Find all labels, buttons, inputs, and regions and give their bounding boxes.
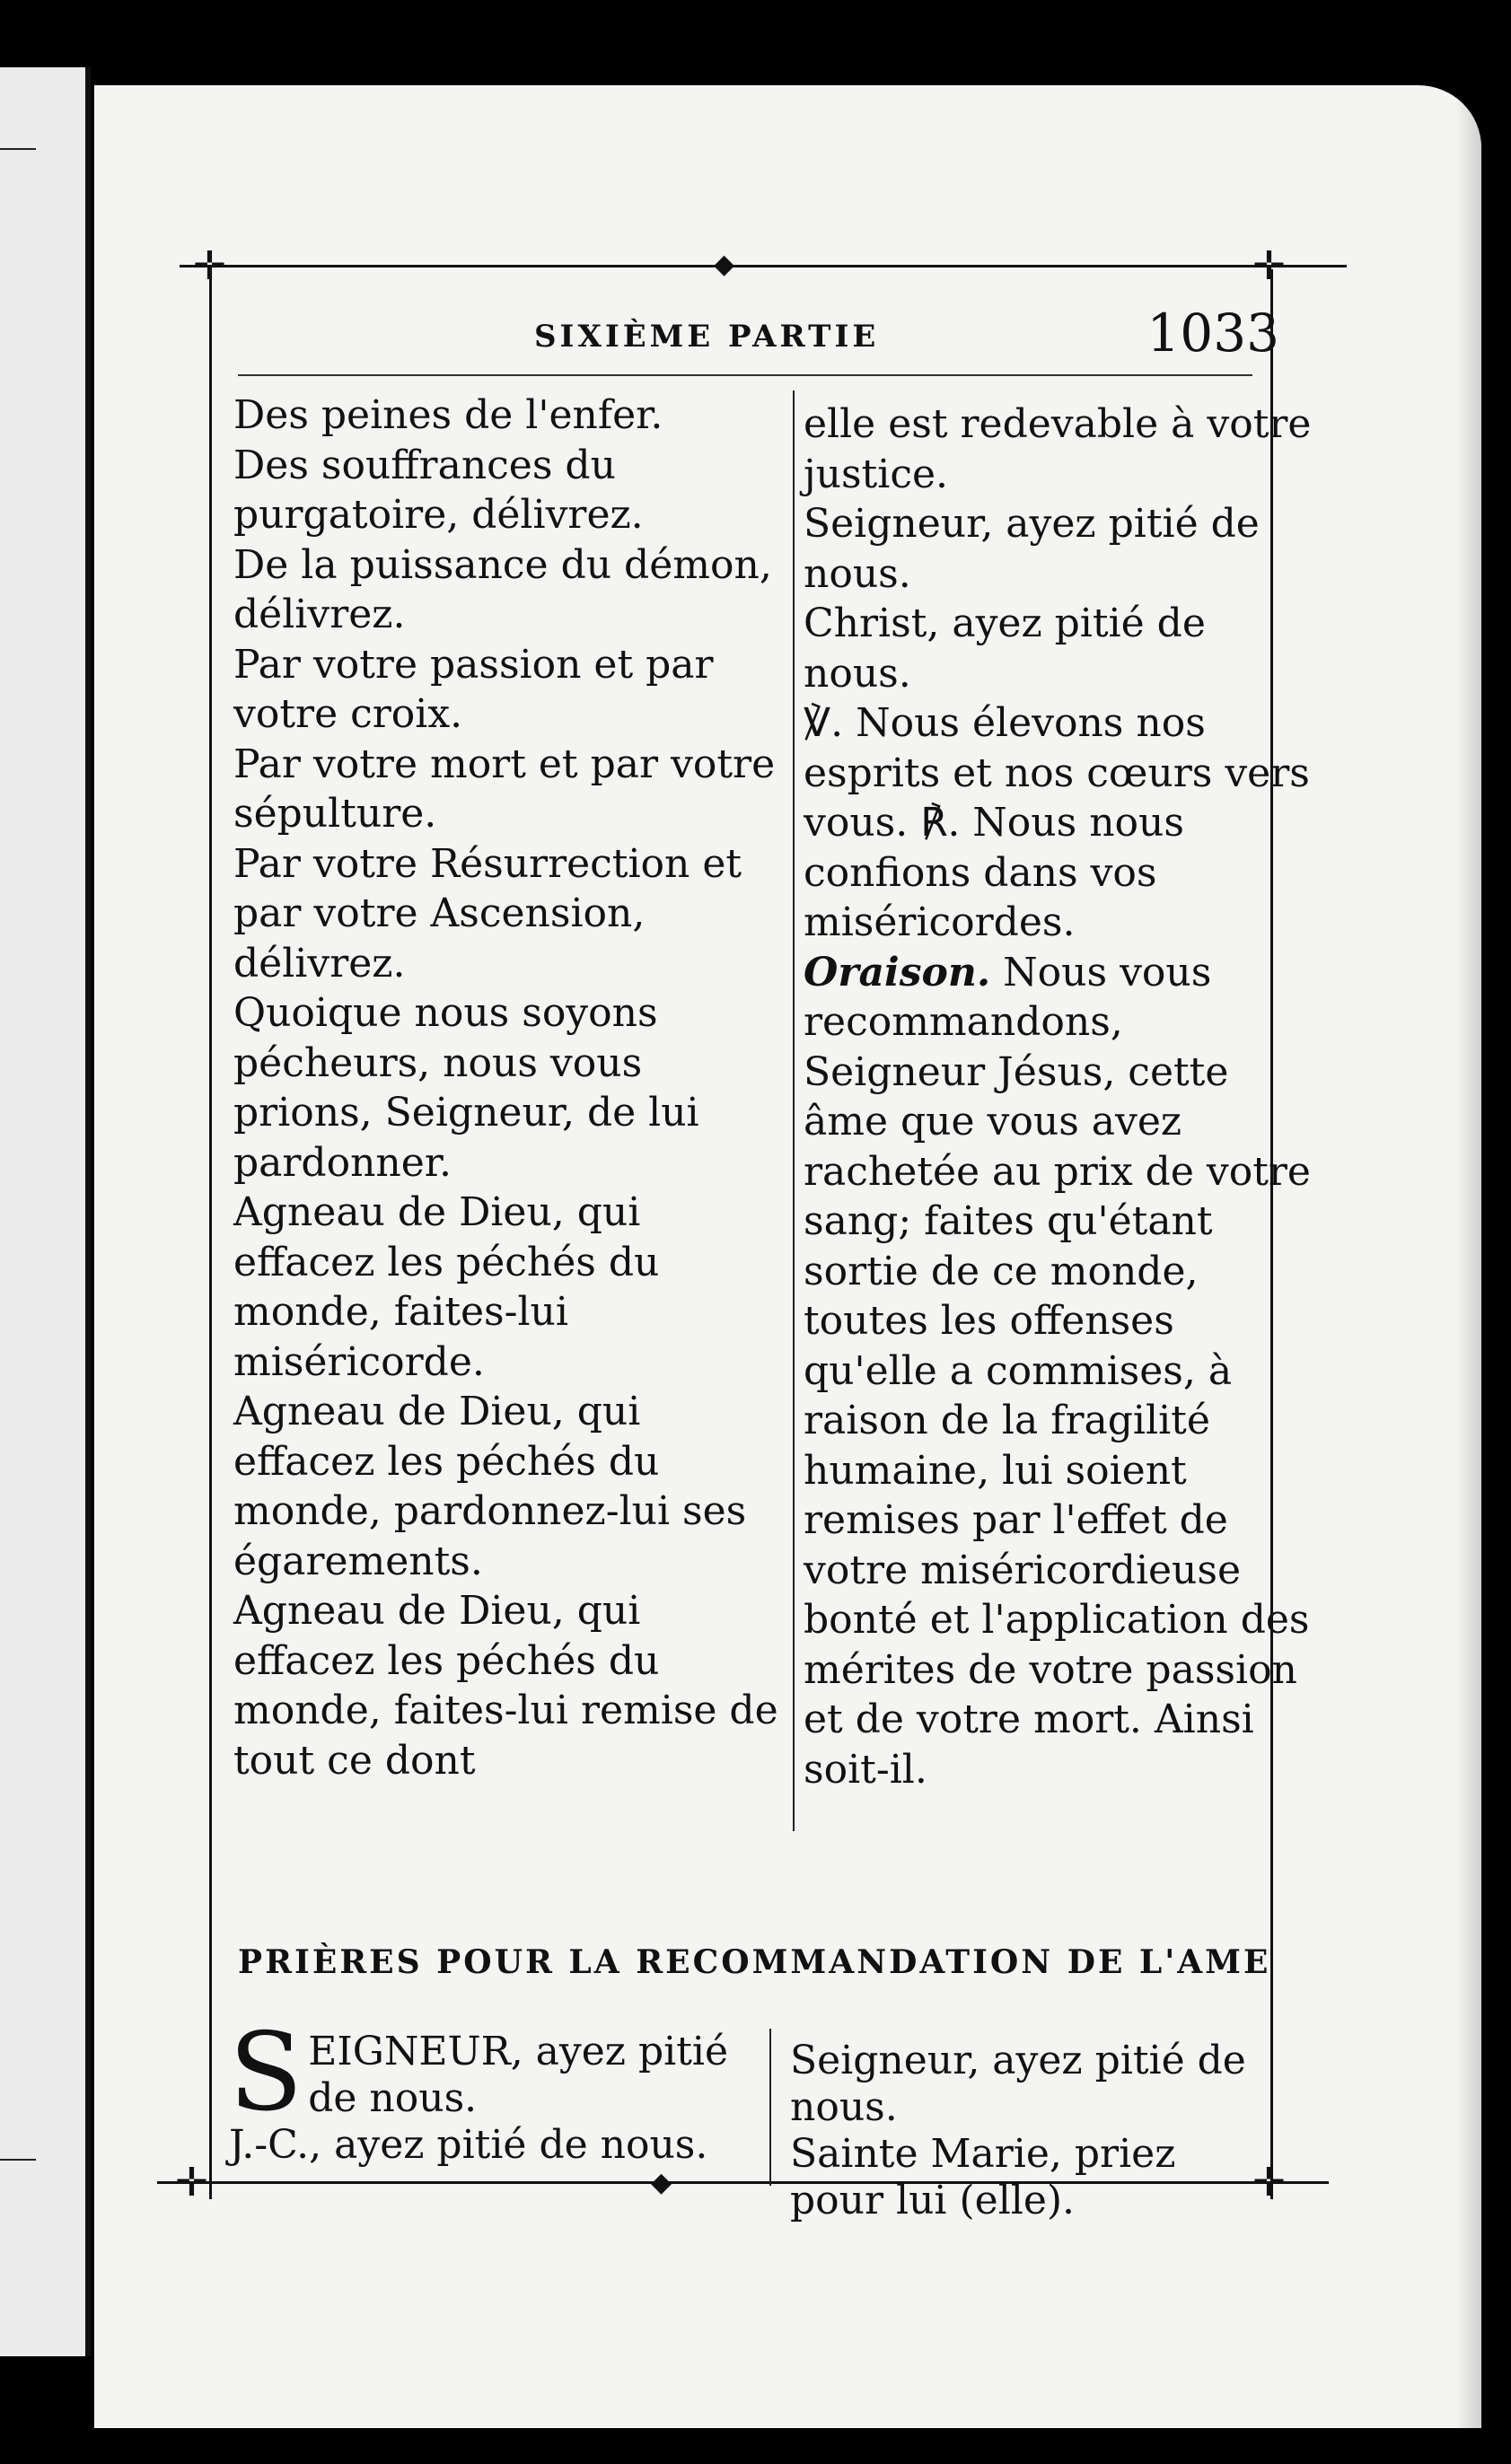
left-text-column bbox=[233, 390, 790, 1785]
center-ornament-icon: ◆ bbox=[651, 2167, 672, 2198]
litany-line: Agneau de Dieu, qui effacez les péchés du monde, faites-lui miséricorde. bbox=[233, 1189, 660, 1385]
page-header bbox=[274, 303, 1279, 373]
litany-line: Des souffrances du purgatoire, délivrez. bbox=[233, 442, 644, 538]
continuation-text: elle est redevable à votre justice. bbox=[804, 401, 1312, 497]
facing-page-rule bbox=[0, 2159, 36, 2161]
page-edge-shadow bbox=[1456, 85, 1481, 2428]
litany-line-rest: ayez pitié de nous. bbox=[308, 2029, 729, 2121]
book-page bbox=[94, 85, 1481, 2428]
drop-cap: S bbox=[229, 2011, 303, 2135]
litany-line: Quoique nous soyons pécheurs, nous vous prions, Seigneur, de lui pardonner. bbox=[233, 990, 699, 1186]
litany-line: Des peines de l'enfer. bbox=[233, 392, 663, 438]
page-number: 1033 bbox=[1146, 303, 1279, 364]
smallcaps-word: EIGNEUR, bbox=[308, 2029, 523, 2074]
litany-line: Agneau de Dieu, qui effacez les péchés du monde, pardonnez-lui ses égarements. bbox=[233, 1389, 747, 1584]
versicle: ℣. Nous élevons nos esprits et nos cœurs vers vous. ℟. Nous nous confions dans vos miséricordes. bbox=[804, 700, 1310, 945]
bottom-column-divider bbox=[769, 2029, 771, 2186]
center-ornament-icon: ◆ bbox=[714, 249, 735, 280]
kyrie-line: Seigneur, ayez pitié de nous. bbox=[804, 501, 1260, 597]
corner-ornament-icon: ✛ bbox=[175, 2160, 208, 2205]
litany-line: De la puissance du démon, délivrez. bbox=[233, 541, 772, 637]
right-text-column bbox=[804, 399, 1315, 1794]
section-heading: PRIÈRES POUR LA RECOMMANDATION DE L'AME bbox=[238, 1943, 1271, 1981]
oraison-paragraph bbox=[804, 948, 1315, 1795]
kyrie-line: Christ, ayez pitié de nous. bbox=[804, 601, 1206, 697]
oraison-label: Oraison. bbox=[804, 949, 991, 995]
frame-top-rule bbox=[180, 265, 1347, 267]
corner-ornament-icon: ✛ bbox=[193, 243, 226, 289]
litany-line: Agneau de Dieu, qui effacez les péchés du monde, faites-lui remise de tout ce dont bbox=[233, 1588, 778, 1784]
litany-line: Sainte Marie, priez pour lui (elle). bbox=[790, 2131, 1176, 2223]
frame-left-rule bbox=[209, 269, 212, 2199]
bottom-left-column bbox=[229, 2011, 759, 2169]
litany-line: J.-C., ayez pitié de nous. bbox=[229, 2122, 708, 2168]
facing-page-rule bbox=[0, 148, 36, 150]
column-divider bbox=[793, 390, 795, 1831]
litany-line bbox=[229, 2011, 759, 2135]
litany-line: Par votre mort et par votre sépulture. bbox=[233, 741, 776, 837]
corner-ornament-icon: ✛ bbox=[1252, 2160, 1286, 2205]
corner-ornament-icon: ✛ bbox=[1252, 243, 1286, 289]
oraison-text: Nous vous recommandons, Seigneur Jésus, cette âme que vous avez rachetée au prix de votre sang; faites qu'étant sortie de ce monde, toutes les offenses qu'elle a commises, à raison de la fragilité humaine, lui soient remises par l'effet de votre miséricordieuse bonté et l'application des mérites de votre passion et de votre mort. Ainsi soit-il. bbox=[804, 949, 1311, 1793]
bottom-right-column bbox=[790, 2038, 1279, 2224]
litany-line: Seigneur, ayez pitié de nous. bbox=[790, 2038, 1246, 2130]
litany-line: Par votre Résurrection et par votre Ascension, délivrez. bbox=[233, 840, 742, 986]
facing-page-edge bbox=[0, 67, 91, 2356]
running-title: SIXIÈME PARTIE bbox=[534, 319, 880, 355]
litany-line: Par votre passion et par votre croix. bbox=[233, 641, 714, 737]
header-rule bbox=[238, 374, 1252, 376]
